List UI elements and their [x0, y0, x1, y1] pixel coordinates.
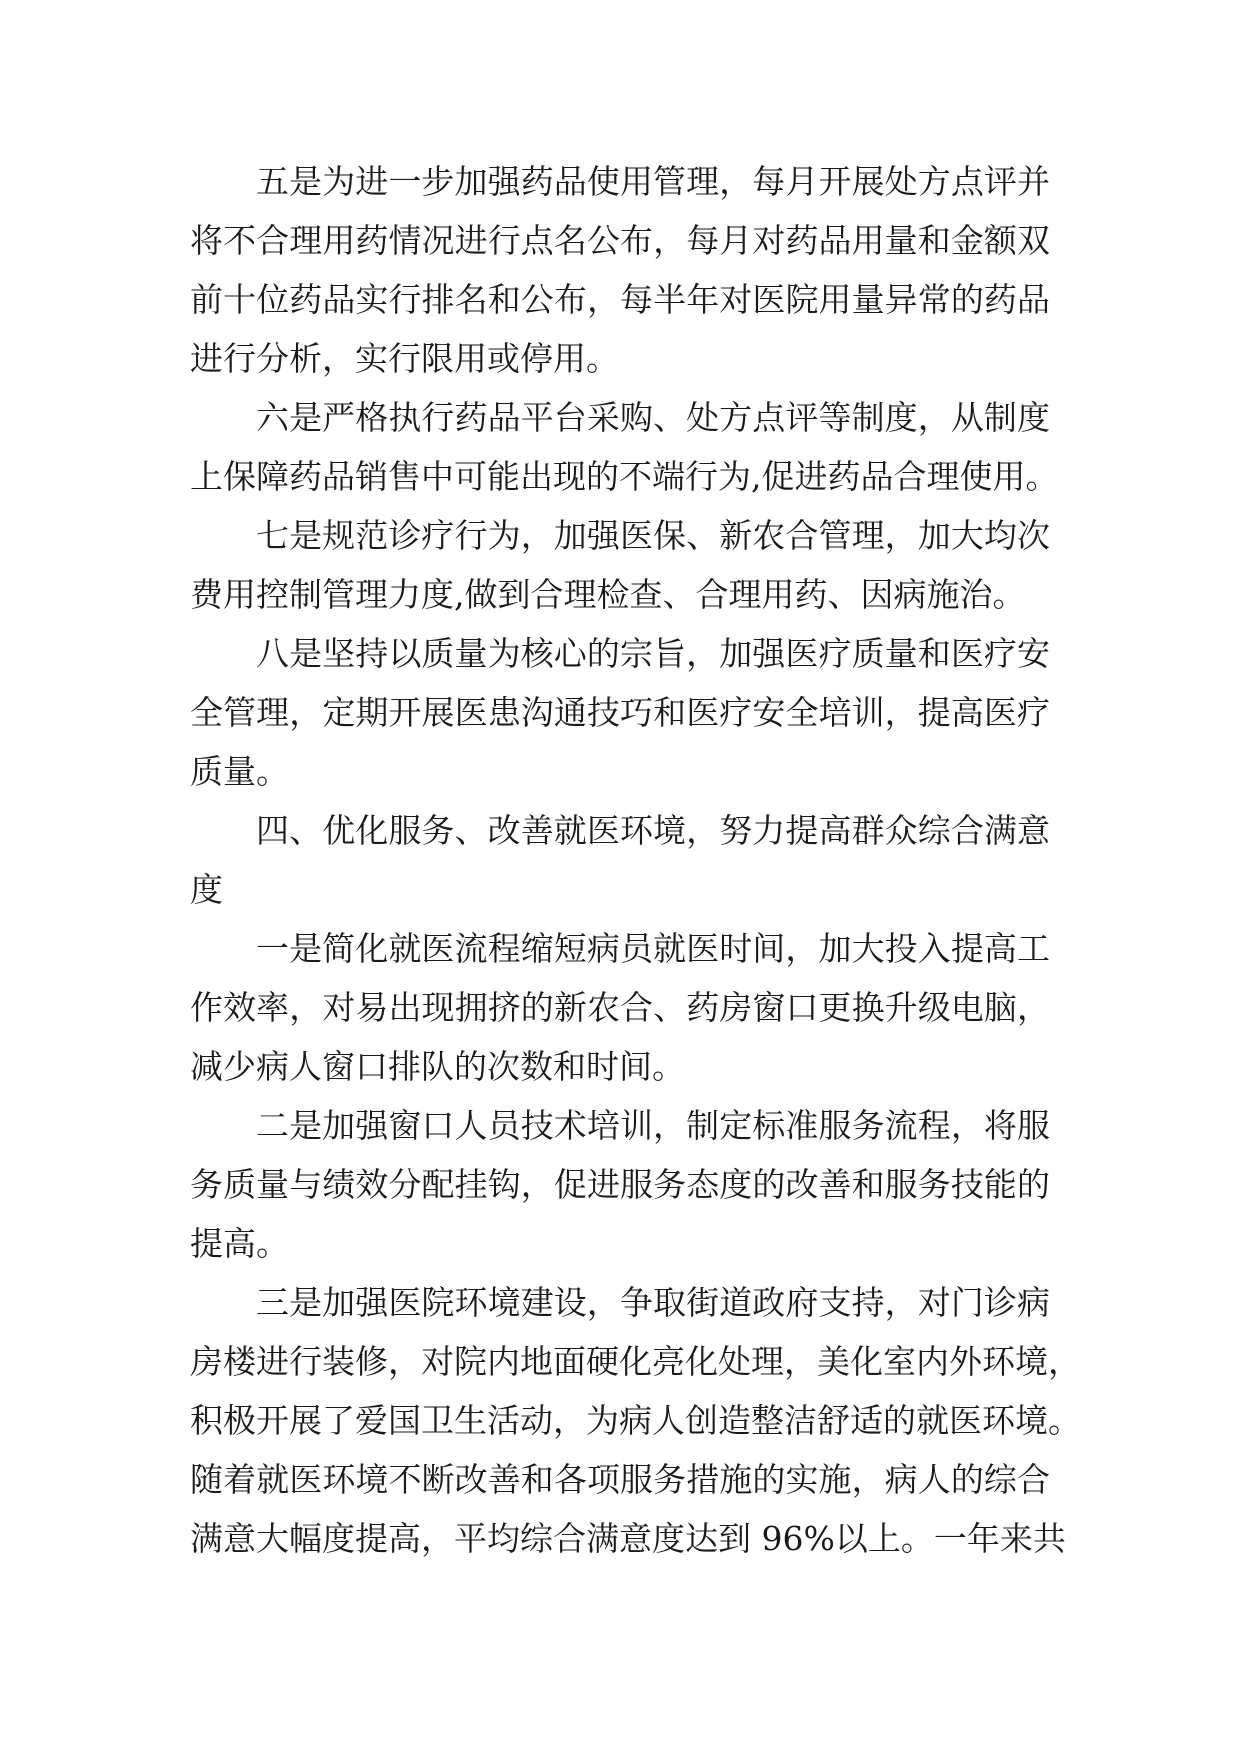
text-line: 前十位药品实行排名和公布，每半年对医院用量异常的药品: [190, 280, 1050, 319]
text-line: 提高。: [190, 1224, 289, 1263]
text-line: 房楼进行装修，对院内地面硬化亮化处理，美化室内外环境，: [190, 1342, 1081, 1381]
section-heading-4: [190, 801, 1050, 919]
paragraph-item-7: [190, 506, 1050, 624]
paragraph-item-s4-1: [190, 919, 1050, 1096]
text-line: 务质量与绩效分配挂钩，促进服务态度的改善和服务技能的: [190, 1165, 1050, 1204]
text-line: 上保障药品销售中可能出现的不端行为,促进药品合理使用。: [190, 457, 1059, 496]
text-line: 将不合理用药情况进行点名公布，每月对药品用量和金额双: [190, 221, 1050, 260]
text-line: 减少病人窗口排队的次数和时间。: [190, 1047, 685, 1086]
text-line: 三是加强医院环境建设，争取街道政府支持，对门诊病: [256, 1283, 1050, 1322]
text-line: 质量。: [190, 752, 289, 791]
text-line: 八是坚持以质量为核心的宗旨，加强医疗质量和医疗安: [256, 634, 1050, 673]
paragraph-item-s4-3: [190, 1273, 1081, 1568]
paragraph-item-5: [190, 152, 1050, 388]
text-line: 全管理，定期开展医患沟通技巧和医疗安全培训，提高医疗: [190, 693, 1050, 732]
text-line: 积极开展了爱国卫生活动，为病人创造整洁舒适的就医环境。: [190, 1401, 1081, 1440]
text-line: 作效率，对易出现拥挤的新农合、药房窗口更换升级电脑，: [190, 988, 1050, 1027]
text-line: 满意大幅度提高，平均综合满意度达到 96%以上。一年来共: [190, 1519, 1066, 1558]
text-line: 一是简化就医流程缩短病员就医时间，加大投入提高工: [256, 929, 1050, 968]
text-line: 进行分析，实行限用或停用。: [190, 339, 619, 378]
text-line: 二是加强窗口人员技术培训，制定标准服务流程，将服: [256, 1106, 1050, 1145]
text-line: 六是严格执行药品平台采购、处方点评等制度，从制度: [256, 398, 1050, 437]
paragraph-item-6: [190, 388, 1059, 506]
heading-line: 度: [190, 870, 223, 909]
text-line: 费用控制管理力度,做到合理检查、合理用药、因病施治。: [190, 575, 1026, 614]
document-body: [190, 152, 1081, 1568]
paragraph-item-s4-2: [190, 1096, 1050, 1273]
paragraph-item-8: [190, 624, 1050, 801]
heading-line: 四、优化服务、改善就医环境，努力提高群众综合满意: [256, 811, 1050, 850]
text-line: 五是为进一步加强药品使用管理，每月开展处方点评并: [256, 162, 1050, 201]
text-line: 七是规范诊疗行为，加强医保、新农合管理，加大均次: [256, 516, 1050, 555]
text-line: 随着就医环境不断改善和各项服务措施的实施，病人的综合: [190, 1460, 1050, 1499]
